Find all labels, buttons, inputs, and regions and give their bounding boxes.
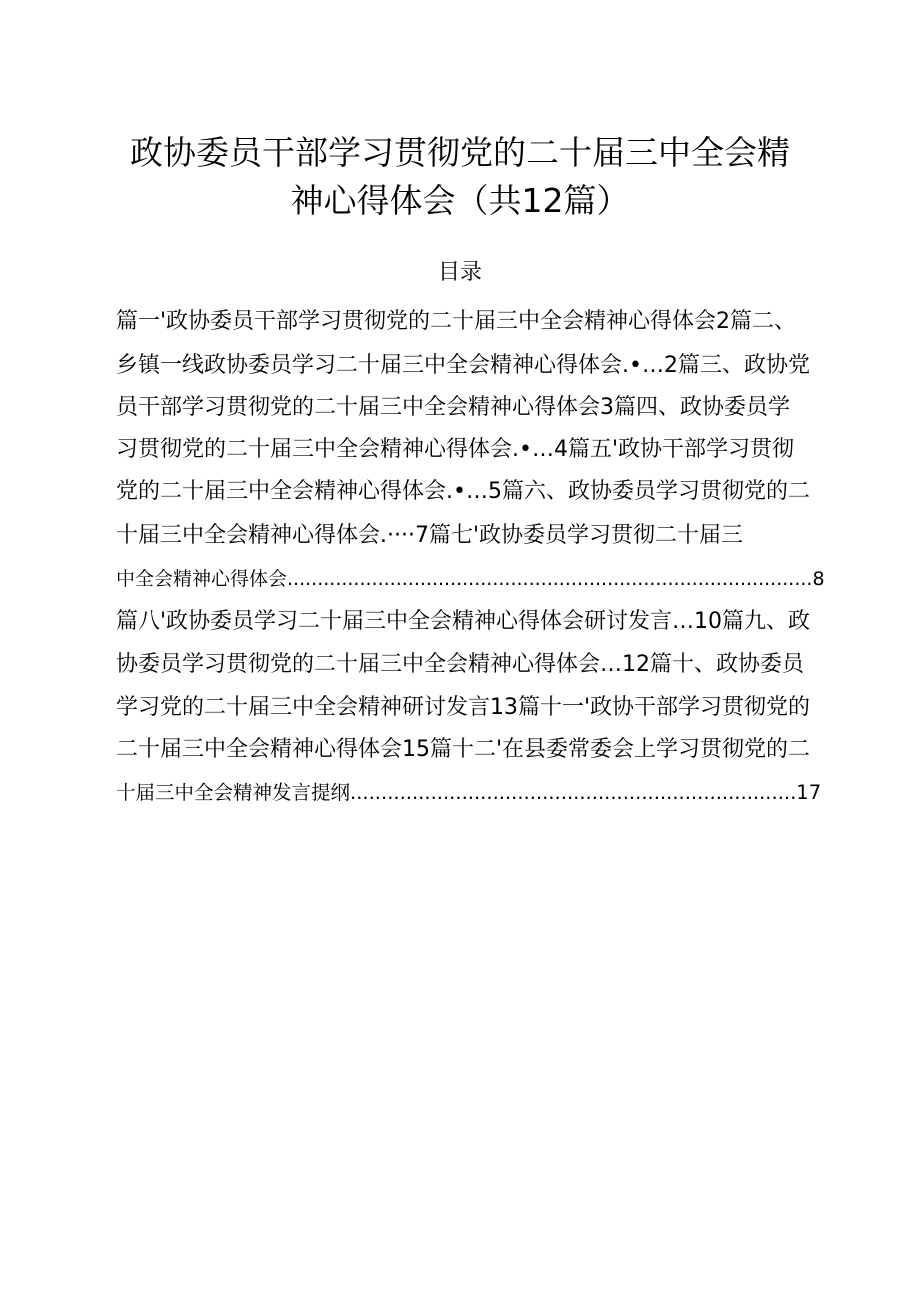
toc-line: 二十届三中全会精神心得体会15篇十二'在县委常委会上学习贯彻党的二 bbox=[116, 737, 811, 762]
toc-line: 篇八'政协委员学习二十届三中全会精神心得体会研讨发言…10篇九、政 bbox=[116, 609, 811, 634]
document-title-line-2: 神心得体会（共12篇） bbox=[290, 181, 630, 220]
toc-line: 篇一'政协委员干部学习贯彻党的二十届三中全会精神心得体会2篇二、 bbox=[116, 309, 797, 334]
toc-line: 党的二十届三中全会精神心得体会.•…5篇六、政协委员学习贯彻党的二 bbox=[116, 479, 810, 504]
toc-line: 协委员学习贯彻党的二十届三中全会精神心得体会…12篇十、政协委员 bbox=[116, 652, 804, 677]
toc-line: 学习党的二十届三中全会精神研讨发言13篇十一'政协干部学习贯彻党的 bbox=[116, 695, 811, 720]
toc-heading: 目录 bbox=[437, 260, 482, 285]
document-title-line-1: 政协委员干部学习贯彻党的二十届三中全会精 bbox=[130, 133, 790, 172]
toc-line: 习贯彻党的二十届三中全会精神心得体会.•…4篇五'政协干部学习贯彻 bbox=[116, 437, 795, 462]
toc-line: 员干部学习贯彻党的二十届三中全会精神心得体会3篇四、政协委员学 bbox=[116, 395, 790, 420]
toc-line: 中全会精神心得体会.......................................................................................8 bbox=[116, 568, 825, 590]
toc-line: 十届三中全会精神发言提纲........................................................................17 bbox=[116, 781, 822, 804]
toc-line: 十届三中全会精神心得体会.····7篇七'政协委员学习贯彻二十届三 bbox=[116, 523, 744, 548]
toc-line: 乡镇一线政协委员学习二十届三中全会精神心得体会.•…2篇三、政协党 bbox=[116, 353, 810, 378]
